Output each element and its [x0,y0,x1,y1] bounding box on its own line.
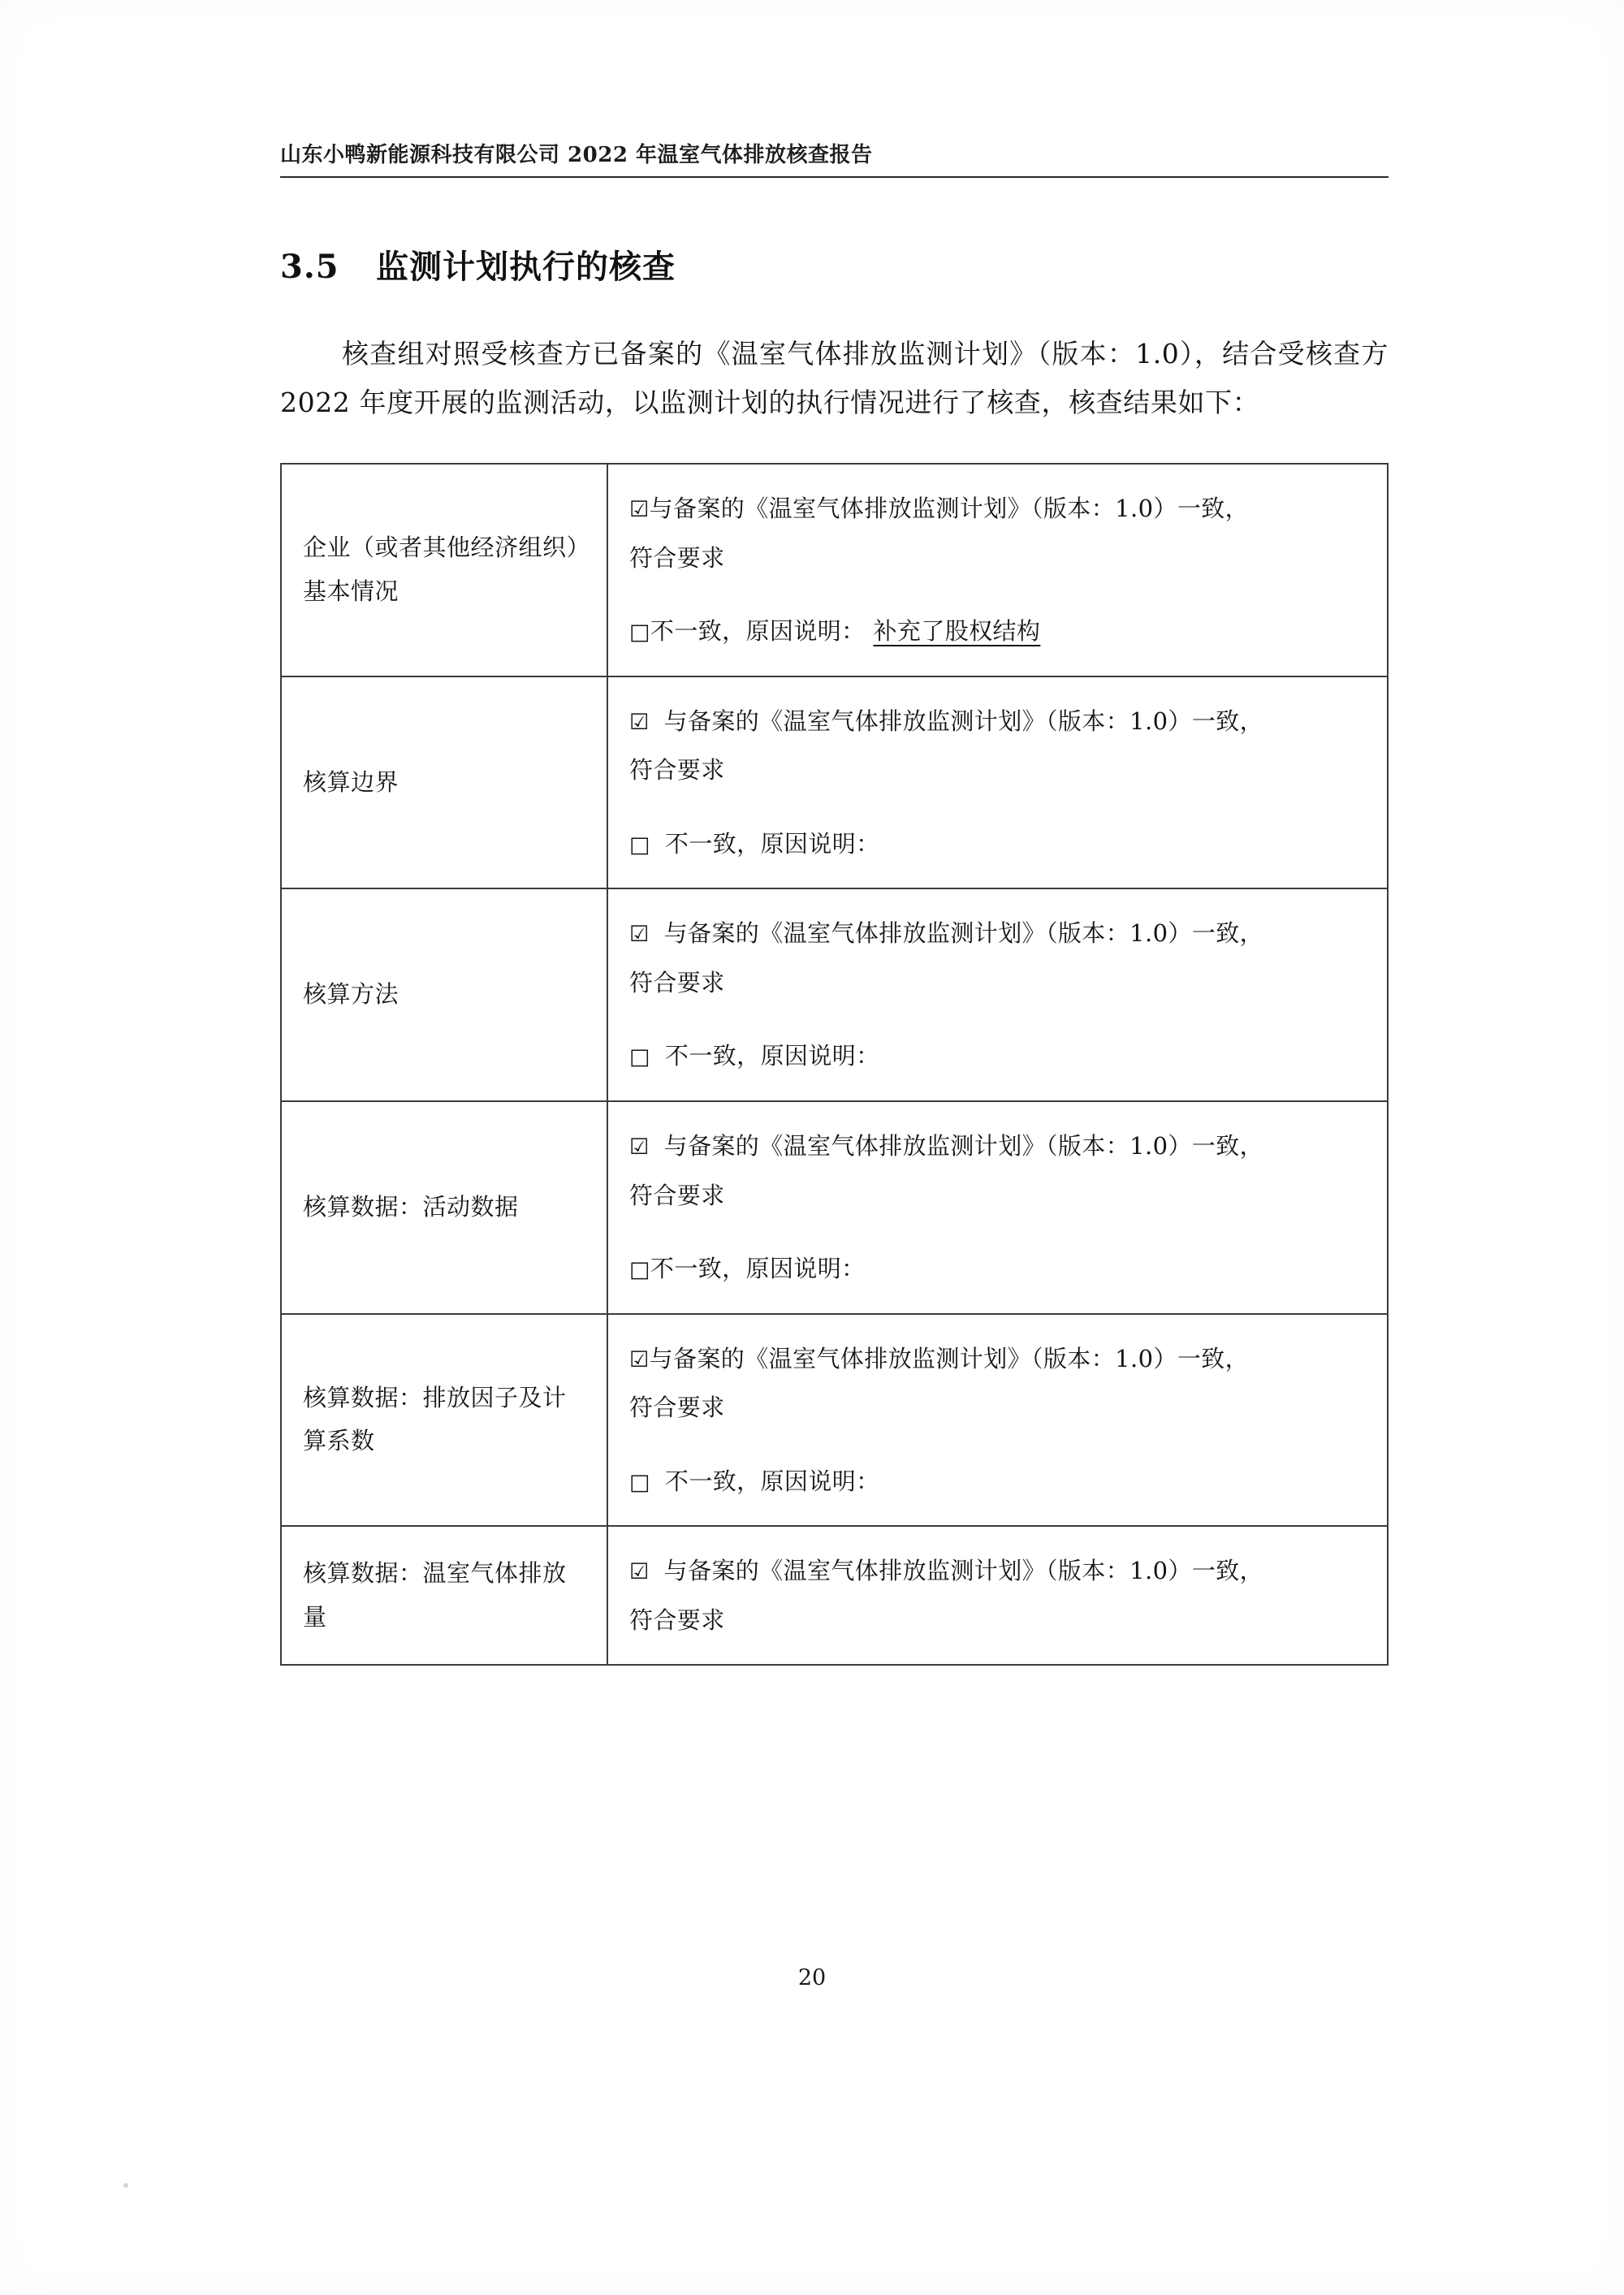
running-header: 山东小鸭新能源科技有限公司 2022 年温室气体排放核查报告 [280,143,873,167]
option-inconsistent-text: 不一致，原因说明： [664,1467,880,1495]
row-label: 企业（或者其他经济组织）基本情况 [281,464,607,676]
checkbox-empty-icon[interactable]: □ [629,832,650,858]
checkbox-empty-icon[interactable]: □ [629,1469,650,1495]
row-value [607,676,1388,889]
option-consistent [629,486,1364,581]
option-consistent [629,1336,1364,1431]
page-number: 20 [797,1965,827,1990]
option-inconsistent-text: 不一致，原因说明： [650,1255,866,1283]
checkbox-checked-icon[interactable]: ☑ [629,497,650,523]
option-consistent-text: 与备案的《温室气体排放监测计划》（版本：1.0）一致， [663,919,1264,948]
option-consistent [629,910,1364,1005]
checkbox-checked-icon[interactable]: ☑ [629,1559,650,1585]
option-consistent-text-2: 符合要求 [629,968,725,996]
table-row [281,1101,1388,1314]
option-consistent-text: 与备案的《温室气体排放监测计划》（版本：1.0）一致， [663,1132,1264,1160]
section-heading [280,241,1389,287]
reason-note: 补充了股权结构 [873,617,1041,646]
row-value [607,1526,1388,1665]
scan-speck [123,2183,128,2188]
option-consistent-text: 与备案的《温室气体排放监测计划》（版本：1.0）一致， [663,707,1264,735]
option-consistent [629,1123,1364,1218]
option-consistent-text: 与备案的《温室气体排放监测计划》（版本：1.0）一致， [649,495,1250,523]
page-content [280,138,1389,1666]
checkbox-checked-icon[interactable]: ☑ [629,709,650,735]
checkbox-empty-icon[interactable]: □ [629,1257,650,1283]
checkbox-checked-icon[interactable]: ☑ [629,1135,650,1160]
row-value [607,1101,1388,1314]
option-inconsistent [629,1459,1364,1505]
section-title: 监测计划执行的核查 [376,248,676,286]
table-row [281,464,1388,676]
option-consistent [629,698,1364,793]
checkbox-empty-icon[interactable]: □ [629,1044,650,1070]
row-value [607,888,1388,1101]
row-value [607,1314,1388,1527]
table-row [281,1314,1388,1527]
option-inconsistent [629,1033,1364,1079]
table-row [281,676,1388,889]
checkbox-empty-icon[interactable]: □ [629,620,650,646]
option-consistent [629,1548,1364,1643]
row-label: 核算边界 [281,676,607,889]
option-inconsistent [629,821,1364,867]
row-value [607,464,1388,676]
row-label: 核算数据：温室气体排放量 [281,1526,607,1665]
option-inconsistent [629,1246,1364,1292]
option-inconsistent-text: 不一致，原因说明： [650,617,866,646]
section-number: 3.5 [280,248,339,286]
option-consistent-text-2: 符合要求 [629,1606,725,1634]
row-label: 核算数据：活动数据 [281,1101,607,1314]
option-consistent-text-2: 符合要求 [629,543,725,572]
table-row [281,1526,1388,1665]
option-inconsistent-text: 不一致，原因说明： [664,1042,880,1070]
option-inconsistent [629,608,1364,655]
row-label: 核算数据：排放因子及计算系数 [281,1314,607,1527]
header-divider [280,176,1389,178]
checkbox-checked-icon[interactable]: ☑ [629,922,650,948]
option-consistent-text-2: 符合要求 [629,1394,725,1422]
checkbox-checked-icon[interactable]: ☑ [629,1346,650,1372]
option-consistent-text: 与备案的《温室气体排放监测计划》（版本：1.0）一致， [663,1557,1264,1585]
monitoring-plan-check-table [280,463,1389,1666]
section-paragraph: 核查组对照受核查方已备案的《温室气体排放监测计划》（版本：1.0），结合受核查方 2022 年度开展的监测活动，以监测计划的执行情况进行了核查，核查结果如下： [280,338,1389,419]
table-row [281,888,1388,1101]
option-consistent-text-2: 符合要求 [629,756,725,784]
option-inconsistent-text: 不一致，原因说明： [664,829,880,858]
option-consistent-text: 与备案的《温室气体排放监测计划》（版本：1.0）一致， [649,1344,1250,1372]
option-consistent-text-2: 符合要求 [629,1181,725,1209]
row-label: 核算方法 [281,888,607,1101]
